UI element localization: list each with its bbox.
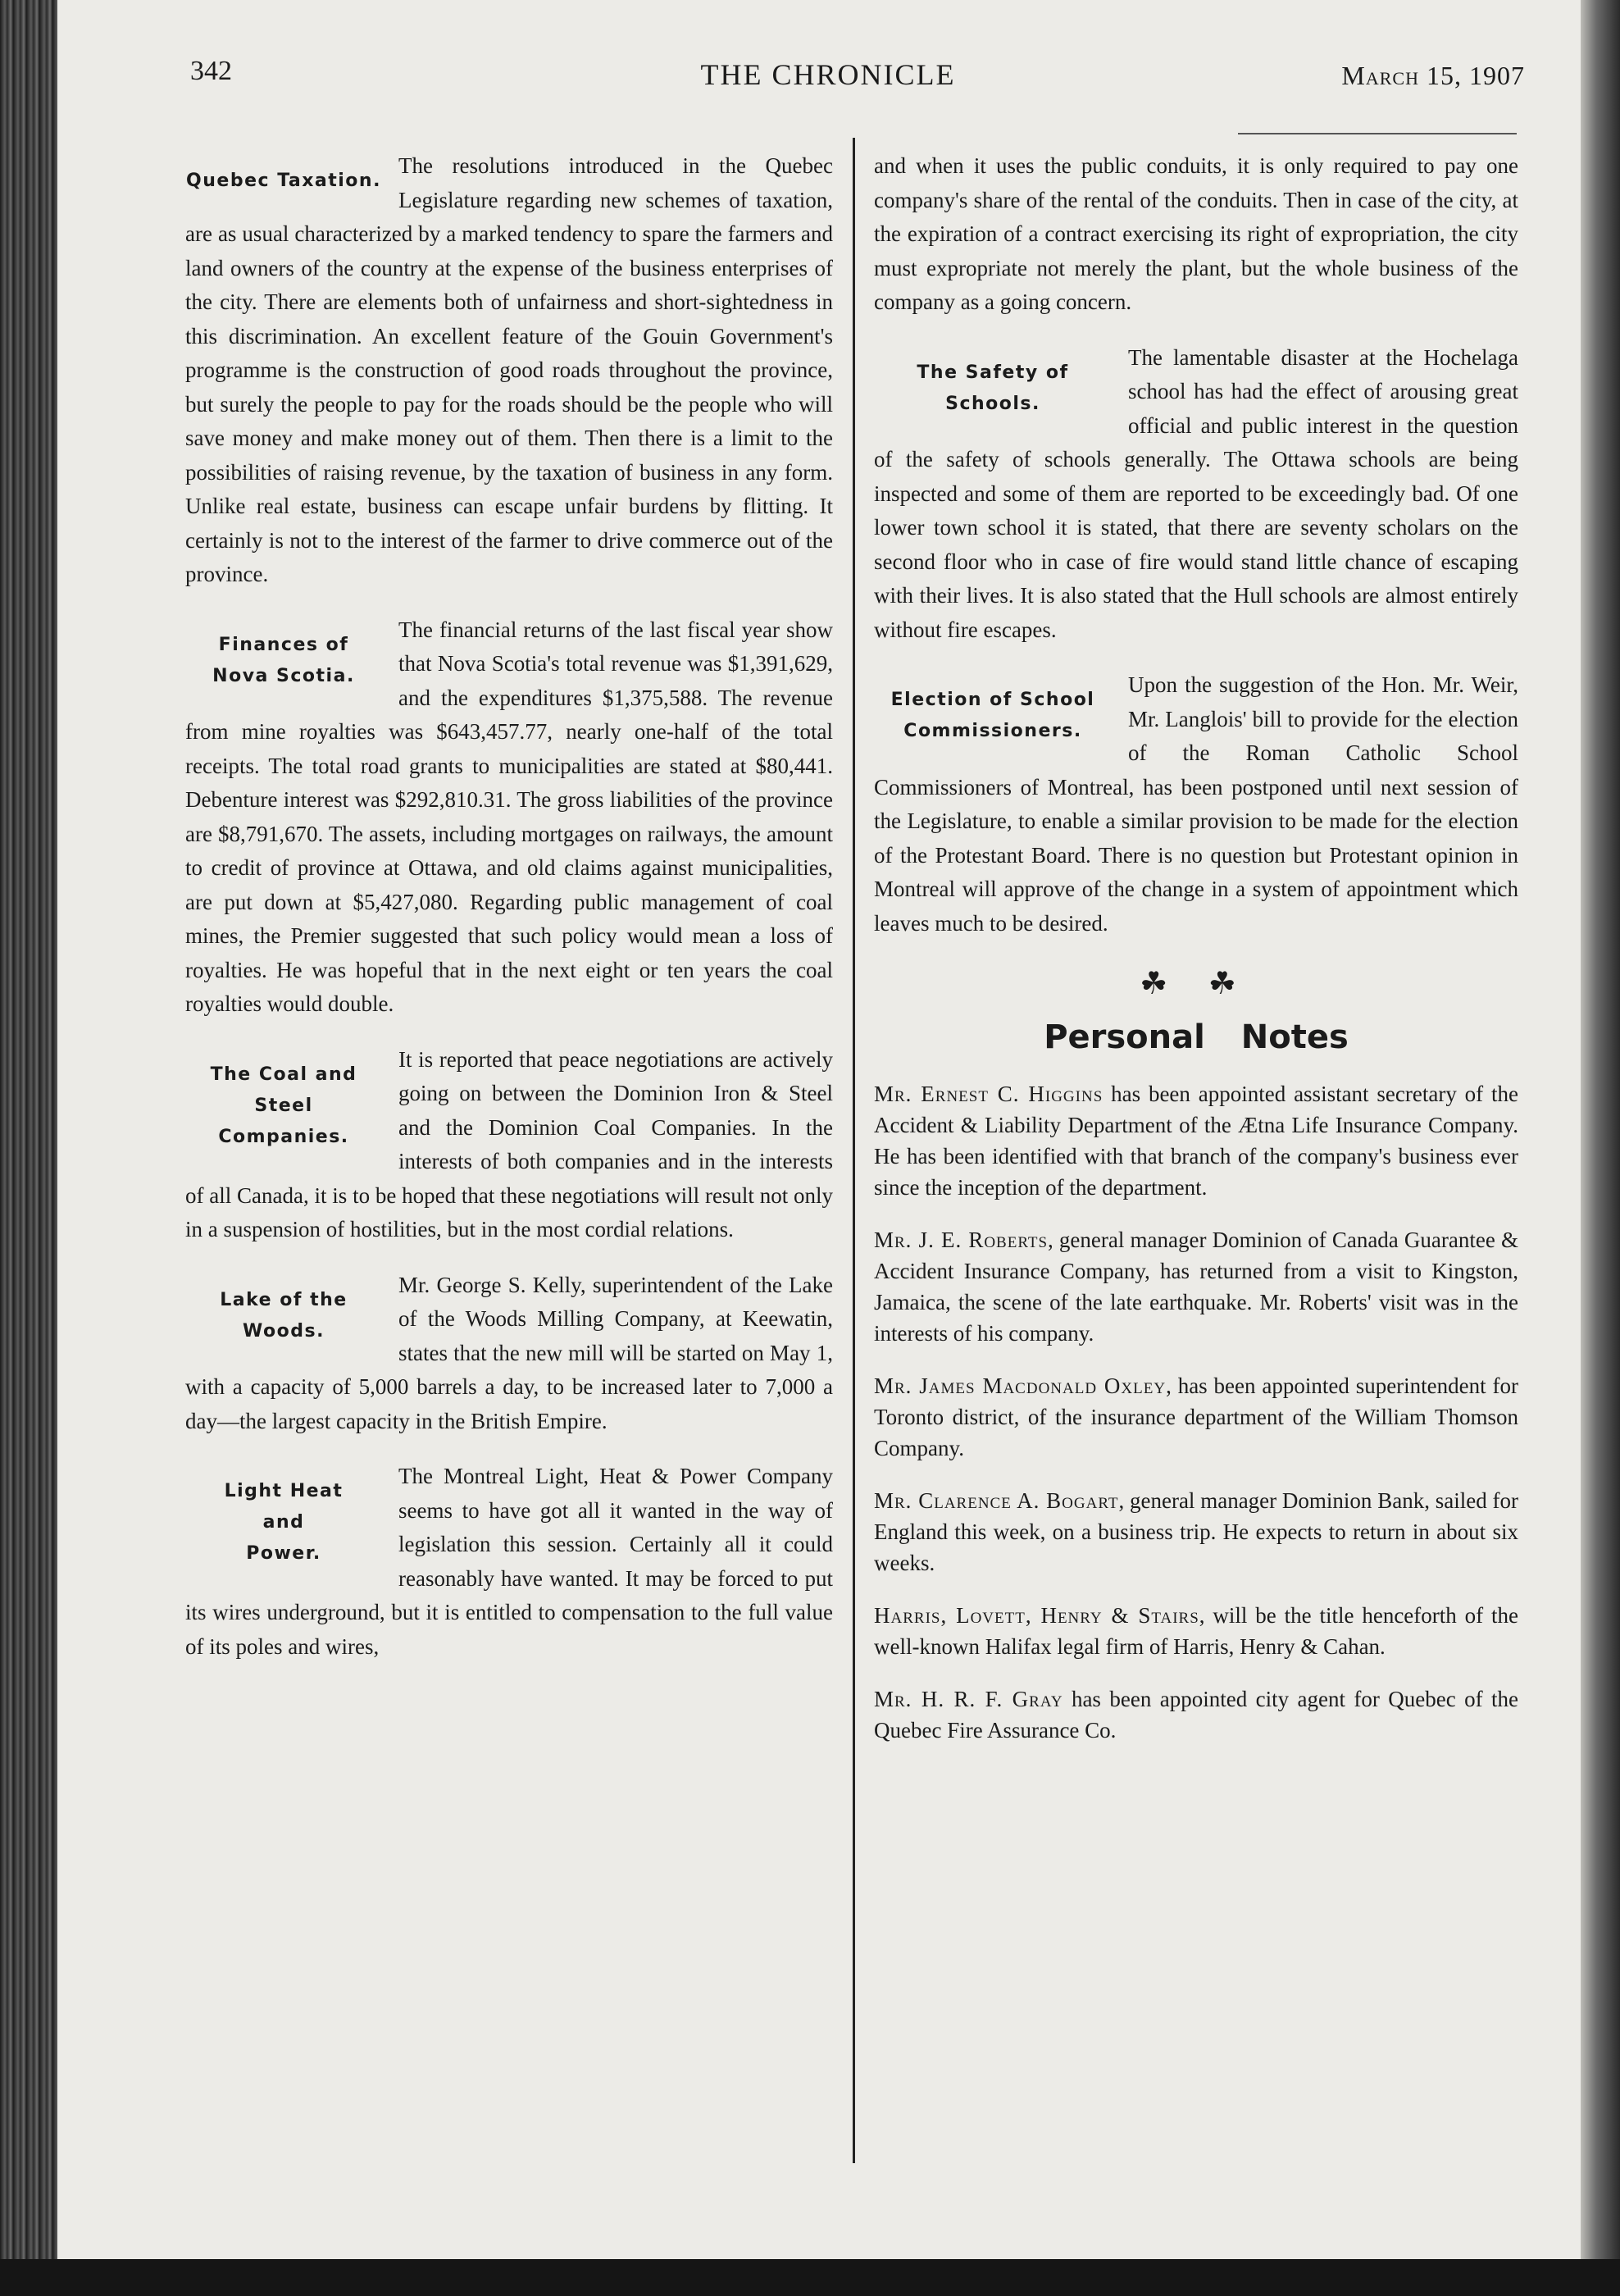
article-sidehead [185,1043,382,1153]
article-body: It is reported that peace negotiations are actively going on between the Dominion Iron & Steel and the Dominion Coal Companies. In the interests of both companies and in the interests of all Canada, it is to be hoped that these negotiations will result not only in a suspension of hostilities, but in the most cordial relations. [185,1046,833,1241]
personal-notes-list [874,1078,1518,1746]
right-column [874,149,1518,1767]
sidehead-line: Finances of [218,634,349,655]
article-quebec-taxation [185,149,833,592]
sidehead-line: Light Heat [224,1481,344,1501]
sidehead-line: and [262,1512,305,1533]
personal-note [874,1078,1518,1203]
column-divider [853,138,855,2163]
article-body: The financial returns of the last fiscal year show that Nova Scotia's total revenue was $1,391,629, and the expenditures $1,375,588. The revenue from mine royalties was $643,457.77, nearly one-half of the total receipts. The total road grants to municipalities are stated at $80,441. Debenture interest was $292,810.31. The gross liabilities of the province are $8,791,670. The assets, including mortgages on railways, the amount to credit of province at Ottawa, and old claims against municipalities, are put down at $5,427,080. Regarding public management of coal mines, the Premier suggested that such policy would mean a loss of royalties. He was hopeful that in the next eight or ten years the coal royalties would double. [185,617,833,1016]
sidehead-line: Election of School [890,690,1095,710]
scan-binding-edge [0,0,57,2296]
page-number: 342 [190,56,232,86]
note-text: , general manager Dominion of Canada Guarantee & Accident Insurance Company, has returned from a visit to Kingston, Jamaica, the scene of the late earthquake. Mr. Roberts' visit was in the interests of his company. [874,1228,1518,1346]
ornament-icon: ☘ ☘ [1140,967,1253,1001]
article-body: Upon the suggestion of the Hon. Mr. Weir, Mr. Langlois' bill to provide for the election of the Roman Catholic School Commissioners of Montreal, has been postponed until next session of the Legislature, to enable a similar provision to be made for the election of the Protestant Board. There is no question but Protestant opinion in Montreal will approve of the change in a system of appointment which leaves much to be desired. [874,672,1518,936]
note-text: , has been appointed superintendent for Toronto district, of the insurance department of the William Thomson Company. [874,1374,1518,1460]
sidehead-line: Nova Scotia. [212,665,355,686]
sidehead-line: Companies. [218,1126,349,1147]
left-column [185,149,833,1685]
article-sidehead [185,149,382,197]
sidehead-line: Woods. [243,1320,325,1342]
personal-note [874,1600,1518,1662]
sidehead-line: Power. [246,1543,321,1564]
article-sidehead [874,341,1112,420]
note-text: , will be the title henceforth of the well-known Halifax legal firm of Harris, Henry & Cahan. [874,1603,1518,1659]
article-body: The Montreal Light, Heat & Power Company seems to have got all it wanted in the way of legislation this session. Certainly all it could reasonably have wanted. It may be forced to put its wires underground, but it is entitled to compensation to the full value of its poles and wires, [185,1464,833,1659]
header-rule [1238,133,1517,134]
article-body: The resolutions introduced in the Quebec Legislature regarding new schemes of taxation, are as usual characterized by a marked tendency to spare the farmers and land owners of the country at the expense of the business enterprises of the city. There are elements both of unfairness and short-sightedness in this discrimination. An excellent feature of the Gouin Government's programme is the construction of good roads throughout the province, but surely the people to pay for the roads should be the people who will save money and make money out of them. Then there is a limit to the possibilities of raising revenue, by the taxation of business in any form. Unlike real estate, business can escape unfair burdens by flitting. It certainly is not to the interest of the farmer to drive commerce out of the province. [185,153,833,586]
note-name: Mr. Ernest C. Higgins [874,1082,1104,1106]
note-name: Mr. James Macdonald Oxley [874,1374,1167,1398]
article-lake-of-the-woods [185,1269,833,1439]
note-text: has been appointed assistant secretary of the Accident & Liability Department of the Ætna Life Insurance Company. He has been identified with that branch of the company's business ever since the inception of the department. [874,1082,1518,1200]
article-body: and when it uses the public conduits, it is only required to pay one company's share of the rental of the conduits. Then in case of the city, at the expiration of a contract exercising its right of expropriation, the city must expropriate not merely the plant, but the whole business of the company as a going concern. [874,153,1518,314]
journal-title: THE CHRONICLE [700,58,956,91]
article-sidehead [185,1269,382,1347]
sidehead-line: Schools. [945,393,1040,414]
article-body: The lamentable disaster at the Hochelaga school has had the effect of arousing great official and public interest in the question of the safety of schools generally. The Ottawa schools are being inspected and some of them are reported to be exceedingly bad. Of one lower town school it is stated, that there are seventy scholars on the second floor who in case of fire would stand little chance of escaping with their lives. It is also stated that the Hull schools are almost entirely without fire escapes. [874,344,1518,642]
article-light-heat-power [185,1460,833,1664]
note-text: , general manager Dominion Bank, sailed for England this week, on a business trip. He expects to return in about six weeks. [874,1488,1518,1575]
article-nova-scotia-finances [185,613,833,1022]
article-continuation [874,149,1518,320]
personal-note [874,1224,1518,1349]
article-school-safety [874,341,1518,648]
note-name: Mr. H. R. F. Gray [874,1687,1063,1711]
personal-note [874,1485,1518,1578]
article-body: Mr. George S. Kelly, superintendent of the Lake of the Woods Milling Company, at Keewatin, states that the new mill will be started on May 1, with a capacity of 5,000 barrels a day, to be increased later to 7,000 a day—the largest capacity in the British Empire. [185,1272,833,1433]
article-sidehead [874,668,1112,747]
note-text: has been appointed city agent for Quebec of the Quebec Fire Assurance Co. [874,1687,1518,1742]
article-sidehead [185,613,382,692]
personal-note [874,1370,1518,1464]
note-name: Mr. J. E. Roberts [874,1228,1049,1252]
scan-bottom-edge [0,2259,1620,2296]
personal-note [874,1683,1518,1746]
page-header [131,56,1525,113]
sidehead-line: Lake of the [220,1289,348,1310]
article-sidehead [185,1460,382,1569]
sidehead-line: The Coal and Steel [210,1064,357,1116]
scan-right-edge [1581,0,1620,2259]
sidehead-line: The Safety of [917,362,1069,383]
issue-date: March 15, 1907 [1341,61,1525,90]
article-school-commissioners [874,668,1518,941]
sidehead-line: Commissioners. [903,721,1082,741]
note-name: Harris, Lovett, Henry & Stairs [874,1603,1199,1628]
sidehead-line: Quebec Taxation. [186,171,381,191]
note-name: Mr. Clarence A. Bogart [874,1488,1119,1513]
section-title: Personal Notes [1044,1018,1349,1056]
article-coal-steel [185,1043,833,1247]
